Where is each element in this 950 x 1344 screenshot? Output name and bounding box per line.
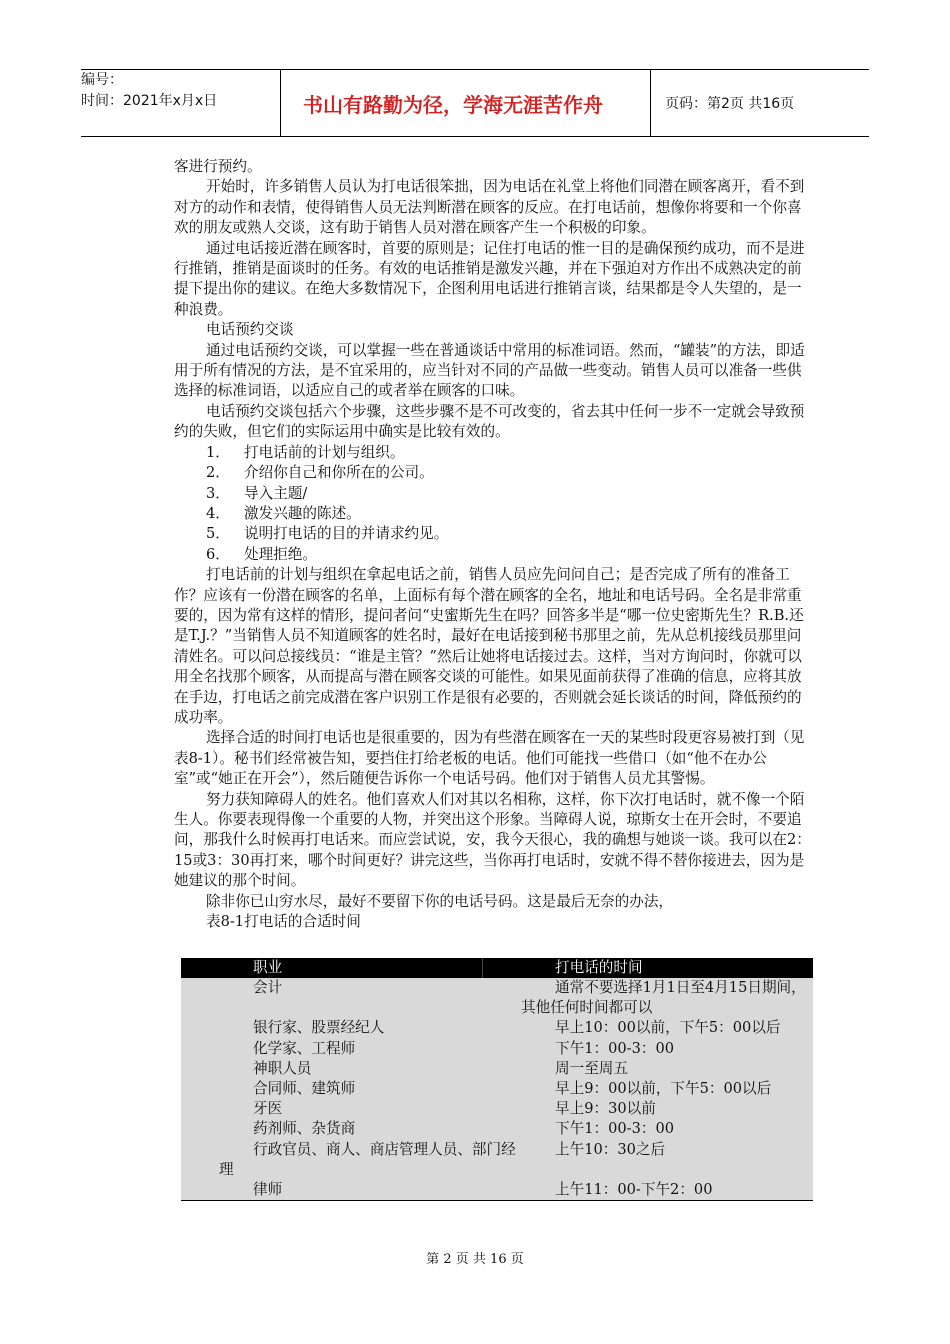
paragraph: 通过电话预约交谈，可以掌握一些在普通谈话中常用的标准词语。然而，“罐装”的方法，即适用于所有情况的方法，是不宜采用的，应当针对不同的产品做一些变动。销售人员可以准备一些供选择的标准词语，以适应自己的或者举在顾客的口味。 bbox=[174, 341, 805, 400]
cell-occupation: 合同师、建筑师 bbox=[253, 1080, 356, 1098]
document-body bbox=[174, 157, 814, 932]
header-motto: 书山有路勤为径，学海无涯苦作舟 bbox=[281, 70, 651, 136]
cell-time: 上午11：00-下午2：00 bbox=[555, 1181, 713, 1199]
table-caption: 表8-1打电话的合适时间 bbox=[206, 913, 361, 931]
table-row bbox=[181, 1119, 813, 1139]
table-row bbox=[181, 1018, 813, 1038]
cell-time: 早上10：00以前，下午5：00以后 bbox=[555, 1019, 781, 1037]
cell-occupation: 神职人员 bbox=[253, 1059, 312, 1077]
table-row bbox=[181, 1180, 813, 1200]
header-occupation: 职业 bbox=[181, 958, 483, 978]
list-item: 1． 打电话前的计划与组织。 bbox=[206, 443, 405, 461]
paragraph: 通过电话接近潜在顾客时，首要的原则是；记住打电话的惟一目的是确保预约成功，而不是进行推销，推销是面谈时的任务。有效的电话推销是激发兴趣，并在下强迫对方作出不成熟决定的前提下提出你的建议。在绝大多数情况下，企图利用电话进行推销言谈，结果都是令人失望的，是一种浪费。 bbox=[174, 239, 805, 318]
time-label: 时间：2021年x月x日 bbox=[81, 93, 218, 109]
page-footer: 第 2 页 共 16 页 bbox=[426, 1252, 524, 1267]
paragraph: 开始时，许多销售人员认为打电话很笨拙，因为电话在礼堂上将他们同潜在顾客离开，看不到对方的动作和表情，使得销售人员无法判断潜在顾客的反应。在打电话前，想像你将要和一个你喜欢的朋友或熟人交谈，这有助于销售人员对潜在顾客产生一个积极的印象。 bbox=[174, 178, 805, 237]
cell-time: 下午1：00-3：00 bbox=[555, 1039, 675, 1057]
cell-occupation: 会计 bbox=[253, 979, 283, 996]
table-row bbox=[181, 1059, 813, 1079]
cell-time: 早上9：30以前 bbox=[555, 1100, 656, 1118]
cell-time: 下午1：00-3：00 bbox=[555, 1120, 675, 1138]
cell-occupation: 律师 bbox=[253, 1181, 283, 1199]
code-label: 编号： bbox=[81, 72, 123, 88]
section-heading: 电话预约交谈 bbox=[206, 321, 294, 339]
cell-time: 上午10：30之后 bbox=[555, 1140, 666, 1158]
table-row bbox=[181, 978, 813, 1018]
calling-time-table bbox=[181, 958, 813, 1201]
table-header bbox=[181, 958, 813, 978]
list-item: 5． 说明打电话的目的并请求约见。 bbox=[206, 525, 449, 543]
paragraph: 选择合适的时间打电话也是很重要的，因为有些潜在顾客在一天的某些时段更容易被打到（见表8-1）。秘书们经常被告知，要挡住打给老板的电话。他们可能找一些借口（如“他不在办公室”或“她正在开会”），然后随便告诉你一个电话号码。他们对于销售人员尤其警惕。 bbox=[174, 729, 805, 788]
cell-time: 早上9：00以前，下午5：00以后 bbox=[555, 1080, 772, 1098]
cell-time: 通常不要选择1月1日至4月15日期间，其他任何时间都可以 bbox=[521, 979, 806, 1017]
paragraph: 打电话前的计划与组织在拿起电话之前，销售人员应先问问自己；是否完成了所有的准备工作？应该有一份潜在顾客的名单，上面标有每个潜在顾客的全名，地址和电话号码。全名是非常重要的，因为常有这样的情形，提问者问“史蜜斯先生在吗？回答多半是“哪一位史密斯先生？R.B.还是T.J.？”当销售人员不知道顾客的姓名时，最好在电话接到秘书那里之前，先从总机接线员那里问清姓名。可以问总接线员：“谁是主管？”然后让她将电话接过去。这样，当对方询问时，你就可以用全名找那个顾客，从而提高与潜在顾客交谈的可能性。如果见面前获得了准确的信息，应将其放在手边，打电话之前完成潜在客户识别工作是很有必要的，否则就会延长谈话的时间，降低预约的成功率。 bbox=[174, 566, 804, 726]
paragraph: 除非你已山穷水尽，最好不要留下你的电话号码。这是最后无奈的办法， bbox=[206, 892, 674, 910]
table-body bbox=[181, 978, 813, 1200]
table-row bbox=[181, 1039, 813, 1059]
page-header bbox=[81, 69, 869, 137]
table-row bbox=[181, 1099, 813, 1119]
cell-occupation: 行政官员、商人、商店管理人员、部门经理 bbox=[219, 1140, 516, 1178]
table-row bbox=[181, 1079, 813, 1099]
list-item: 4． 激发兴趣的陈述。 bbox=[206, 504, 361, 522]
cell-occupation: 化学家、工程师 bbox=[253, 1039, 356, 1057]
paragraph: 电话预约交谈包括六个步骤，这些步骤不是不可改变的，省去其中任何一步不一定就会导致预约的失败，但它们的实际运用中确实是比较有效的。 bbox=[174, 402, 805, 441]
cell-occupation: 药剂师、杂货商 bbox=[253, 1120, 356, 1138]
header-meta bbox=[81, 70, 281, 136]
table-row bbox=[181, 1140, 813, 1180]
list-item: 2． 介绍你自己和你所在的公司。 bbox=[206, 464, 434, 482]
page-info: 页码：第2页 共16页 bbox=[665, 96, 795, 112]
cell-time: 周一至周五 bbox=[555, 1059, 628, 1077]
list-item: 3． 导入主题/ bbox=[206, 484, 308, 502]
cell-occupation: 银行家、股票经纪人 bbox=[253, 1019, 385, 1037]
header-time: 打电话的时间 bbox=[555, 959, 643, 976]
paragraph: 努力获知障碍人的姓名。他们喜欢人们对其以名相称，这样，你下次打电话时，就不像一个陌生人。你要表现得像一个重要的人物，并突出这个形象。当障碍人说，琼斯女士在开会时，不要追问，那我什么时候再打电话来。而应尝试说，安，我今天很心，我的确想与她谈一谈。我可以在2：15或3：30再打来，哪个时间更好？讲完这些，当你再打电话时，安就不得不替你接进去，因为是她建议的那个时间。 bbox=[174, 790, 811, 890]
cell-occupation: 牙医 bbox=[253, 1100, 283, 1118]
paragraph: 客进行预约。 bbox=[174, 158, 262, 175]
list-item: 6． 处理拒绝。 bbox=[206, 545, 317, 563]
